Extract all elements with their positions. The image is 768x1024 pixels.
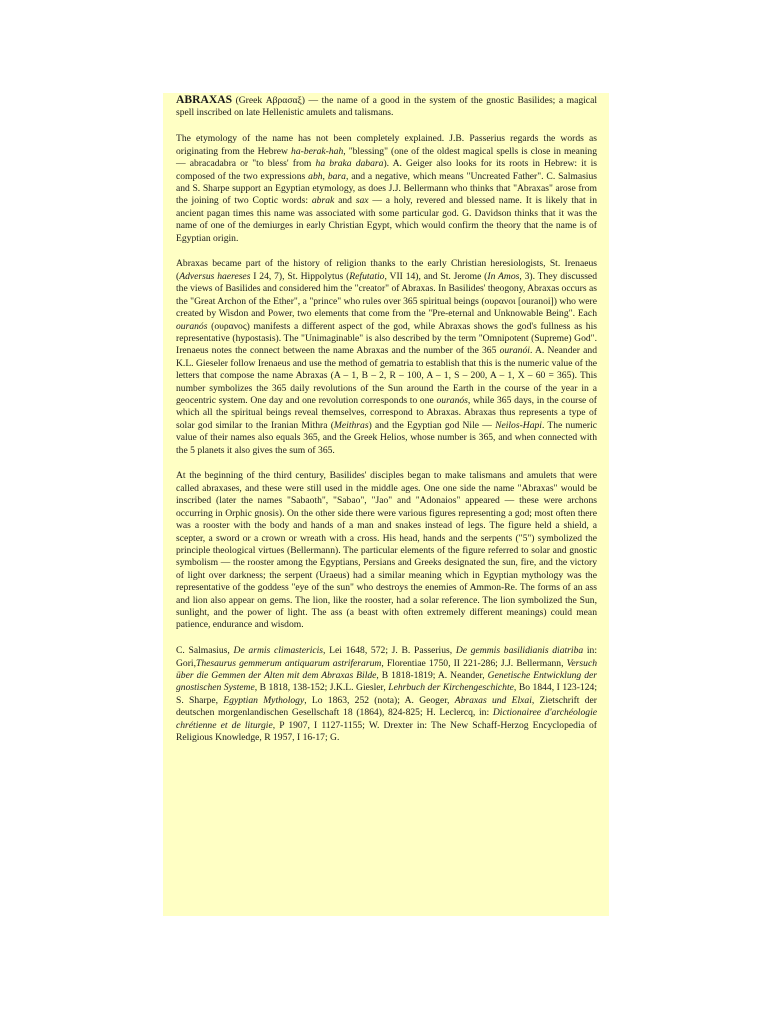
italic-term: bara [327, 170, 346, 182]
italic-term: Meithras [333, 419, 369, 431]
text-run: I 24, 7), St. Hippolytus ( [250, 270, 350, 282]
article-title: ABRAXAS [176, 93, 233, 106]
italic-term: ha-berak-hah [291, 145, 344, 157]
text-run: , Zietschrift der deutschen morgenlandischen Gesellschaft 18 (1864), 824-825; H. Leclercq, in: [176, 694, 597, 719]
text-run: ) and the Egyptian god Nile — [368, 419, 496, 431]
italic-term: ha braka dabara [315, 158, 384, 170]
italic-term: Refutatio [349, 270, 385, 282]
etymology-paragraph [176, 133, 597, 245]
italic-term: sax [355, 195, 369, 207]
text-run: , "blessing" (one of the oldest magical spells is close in meaning — abracadabra or "to bless' from [176, 145, 597, 170]
intro-paragraph [176, 93, 597, 120]
italic-term: Neilos-Hapi [495, 419, 542, 431]
text-run: , Lo 1863, 252 (nota); A. Geoger, [304, 694, 455, 706]
text-run: , Lei 1648, 572; J. B. Passerius, [323, 645, 456, 657]
text-run: At the beginning of the third century, Basilides' disciples began to make talismans and amulets that were called abraxases, and these were still used in the middle ages. One one side the name "Abraxas" would be inscribed (later the names "Sabaoth", "Sabao", "Jao" and "Adonaios" appeared — these were archons occurring in Orphic gnosis). On the other side there were various figures representing a god; most often there was a rooster with the body and hands of a man and snakes instead of legs. The figure held a shield, a scepter, a sword or a crown or wreath with a cross. His head, hands and the serpents ("5") symbolized the principle theological virtues (Bellermann). The particular elements of the figure referred to solar and gnostic symbolism — the rooster among the Egyptians, Persians and Greeks designated the sun, fire, and the victory of light over darkness; the serpent (Uraeus) had a similar meaning which in Egyptian mythology was the representative of the goddess "eye of the sun" who destroys the enemies of Ammon-Re. The forms of an ass and lion also appear on gems. The lion, like the rooster, had a solar reference. The lion symbolized the Sun, sunlight, and the power of light. The ass (a beast with often extremely different meanings) could mean patience, endurance and wisdom. [176, 470, 597, 631]
amulets-paragraph [176, 470, 597, 631]
text-run: , Florentiae 1750, II 221-286; J.J. Bellermann, [381, 657, 567, 669]
text-run: (ουρανος) manifests a different aspect of the god, while Abraxas shows the god's fullness as his representative (hypostasis). The "Unimaginable" is also described by the term "Omnipotent (Supreme) God". Irenaeus notes the connect between the name Abraxas and the number of the 365 [176, 320, 597, 357]
text-run: — a holy, revered and blessed name. It is likely that in ancient pagan times this name was associated with some particular god. G. Davidson thinks that it was the name of one of the demiurges in early Christian Egypt, which would confirm the theory that the name is of Egyptian origin. [176, 195, 597, 244]
text-run: , while 365 days, in the course of which all the spiritual beings reveal themselves, correspond to Abraxas. Abraxas thus represents a type of solar god similar to the Iranian Mithra ( [176, 394, 597, 431]
italic-term: Genetische Entwicklung der gnostischen Systeme [176, 670, 598, 694]
italic-term: De gemmis basilidianis diatriba [455, 645, 584, 657]
italic-term: abh [308, 170, 323, 182]
text-run: , [322, 170, 328, 182]
text-run: . A. Neander and K.L. Gieseler follow Irenaeus and use the method of gematria to establish that this is the numeric value of the letters that compose the name Abraxas (A – 1, B – 2, R – 100, A – 1, S – 200, A – 1, X – 60 = 365). This number symbolizes the 365 daily revolutions of the Sun around the Earth in the course of the year in a geocentric system. One day and one revolution corresponds to one [176, 345, 598, 406]
text-run: Abraxas became part of the history of religion thanks to the early Christian heresiologists, St. Irenaeus ( [176, 258, 597, 282]
italic-term: ouranós [436, 394, 468, 406]
history-paragraph [176, 258, 597, 457]
italic-term: Adversus haereses [179, 270, 251, 282]
bibliography-paragraph [176, 645, 597, 744]
italic-term: Versuch über die Gemmen der Alten mit dem Abraxas Bilde [176, 657, 597, 682]
text-run: ). A. Geiger also looks for its roots in Hebrew: it is composed of the two expressions [176, 158, 598, 182]
italic-term: Dictionairee d'archéologie chrétienne et de liturgie [176, 707, 597, 731]
text-run: in: Gori, [176, 645, 598, 669]
italic-term: In Amos [487, 270, 520, 282]
text-run: , 3). They discussed the views of Basilides and considered him the "creator" of Abraxas. In Basilides' theogony, Abraxas occurs as the "Great Archon of the Ether", a "prince" who rules over 365 spiritual beings (ουρανοι [ouranoi]) who were created by Wisdon and Power, two elements that come from the "Pre-eternal and Unknowable Being". Each [176, 270, 597, 320]
text-run: The etymology of the name has not been completely explained. J.B. Passerius regards the words as originating from the Hebrew [176, 133, 597, 157]
text-run: . The numeric value of their names also equals 365, and the Greek Helios, whose number is 365, and when connected with the 5 planets it also gives the sum of 365. [176, 419, 597, 456]
italic-term: Thesaurus gemmerum antiquarum astriferarum [195, 657, 382, 669]
text-run: , B 1818, 138-152; J.K.L. Giesler, [254, 682, 389, 694]
italic-term: ouranós [176, 320, 208, 332]
text-run: C. Salmasius, [176, 645, 234, 657]
article-page [163, 93, 609, 916]
text-run: (Greek Αβρασαξ) — the name of a good in the system of the gnostic Basilides; a magical spell inscribed on late Hellenistic amulets and talismans. [176, 95, 597, 119]
text-run: , P 1907, I 1127-1155; W. Drexter in: The New Schaff-Herzog Encyclopedia of Religious Knowledge, R 1957, I 16-17; G. [176, 719, 597, 744]
italic-term: De armis climastericis [233, 645, 324, 657]
text-run: , B 1818-1819; A. Neander, [376, 670, 488, 682]
italic-term: Abraxas und Elxai [454, 694, 532, 706]
text-run: , VII 14), and St. Jerome ( [384, 270, 488, 282]
italic-term: ouranói [499, 345, 530, 357]
italic-term: abrak [311, 195, 335, 207]
text-run: and [334, 195, 356, 207]
text-run: , and a negative, which means "Uncreated Father". C. Salmasius and S. Sharpe support an Egyptian etymology, as does J.J. Bellermann who thinks that "Abraxas" arose from the joining of two Coptic words: [176, 170, 598, 207]
italic-term: Egyptian Mythology [223, 694, 305, 706]
italic-term: Lehrbuch der Kirchengeschichte [388, 682, 514, 694]
text-run: , Bo 1844, I 123-124; S. Sharpe, [176, 682, 597, 706]
